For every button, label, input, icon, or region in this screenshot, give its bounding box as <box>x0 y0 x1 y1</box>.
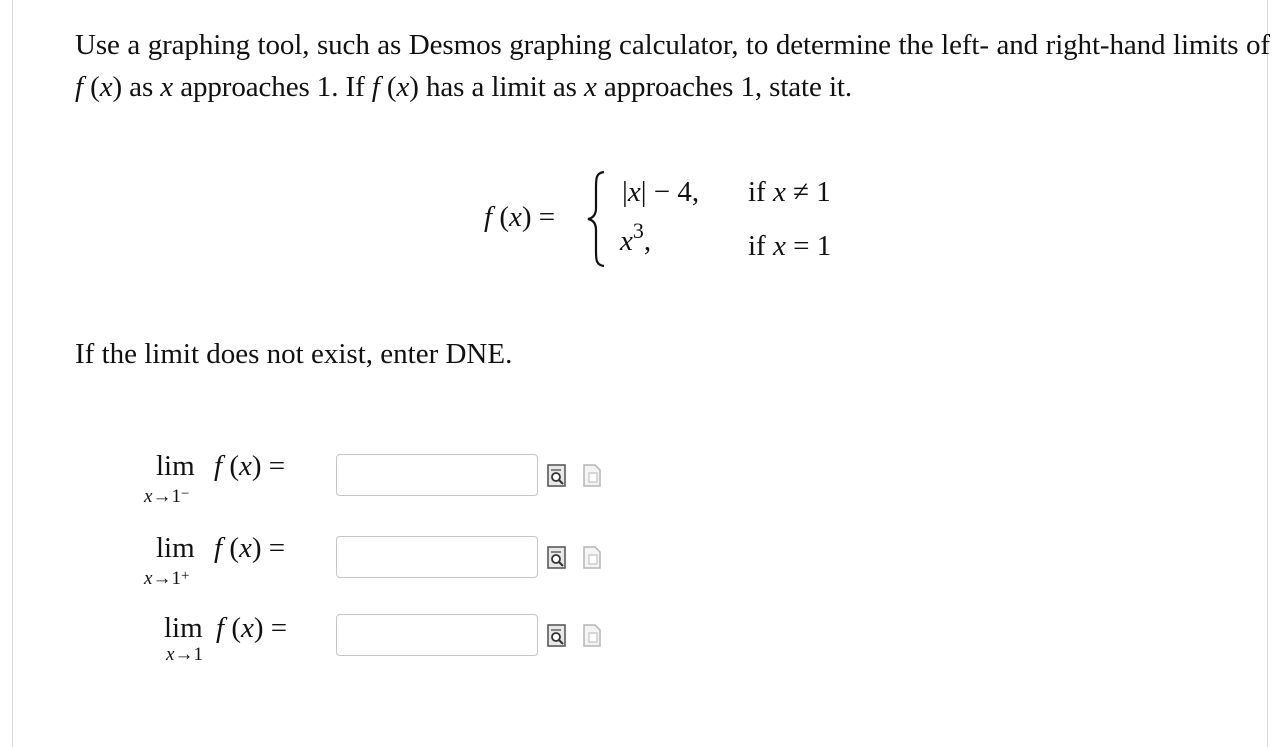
left-brace <box>584 168 610 270</box>
preview-icon[interactable] <box>546 462 568 488</box>
two-sided-limit-label <box>164 612 324 672</box>
function-lhs: f (x) = <box>484 201 556 233</box>
preview-icon[interactable] <box>546 622 568 648</box>
lim-word: lim <box>156 532 195 564</box>
right-hand-limit-input[interactable] <box>336 536 538 578</box>
two-sided-limit-input[interactable] <box>336 614 538 656</box>
paste-icon[interactable] <box>581 622 603 648</box>
question-text: Use a graphing tool, such as Desmos graphing calculator, to determine the left- and right-hand limits of f (x) as x approaches 1. If f (x) has a limit as x approaches 1, state it. <box>75 29 1270 103</box>
lim-word: lim <box>164 612 203 644</box>
left-hand-limit-label <box>144 450 324 510</box>
instruction-note: If the limit does not exist, enter DNE. <box>75 338 513 370</box>
lim-subscript: x→1 <box>166 644 203 665</box>
case1-expression: |x| − 4, <box>622 176 700 208</box>
lim-expression: f (x) = <box>214 532 286 564</box>
paste-icon[interactable] <box>581 544 603 570</box>
left-hand-limit-input[interactable] <box>336 454 538 496</box>
case2-expression: $x^3$, <box>620 218 652 257</box>
lim-subscript: x→1+ <box>144 568 190 589</box>
paste-icon[interactable] <box>581 462 603 488</box>
lim-expression: f (x) = <box>214 450 286 482</box>
lim-word: lim <box>156 450 195 482</box>
preview-icon[interactable] <box>546 544 568 570</box>
lim-subscript: x→1− <box>144 486 190 507</box>
case2-condition: if x = 1 <box>748 230 832 262</box>
case1-condition: if x ≠ 1 <box>748 176 831 208</box>
lim-expression: f (x) = <box>216 612 288 644</box>
right-hand-limit-label <box>144 532 324 592</box>
